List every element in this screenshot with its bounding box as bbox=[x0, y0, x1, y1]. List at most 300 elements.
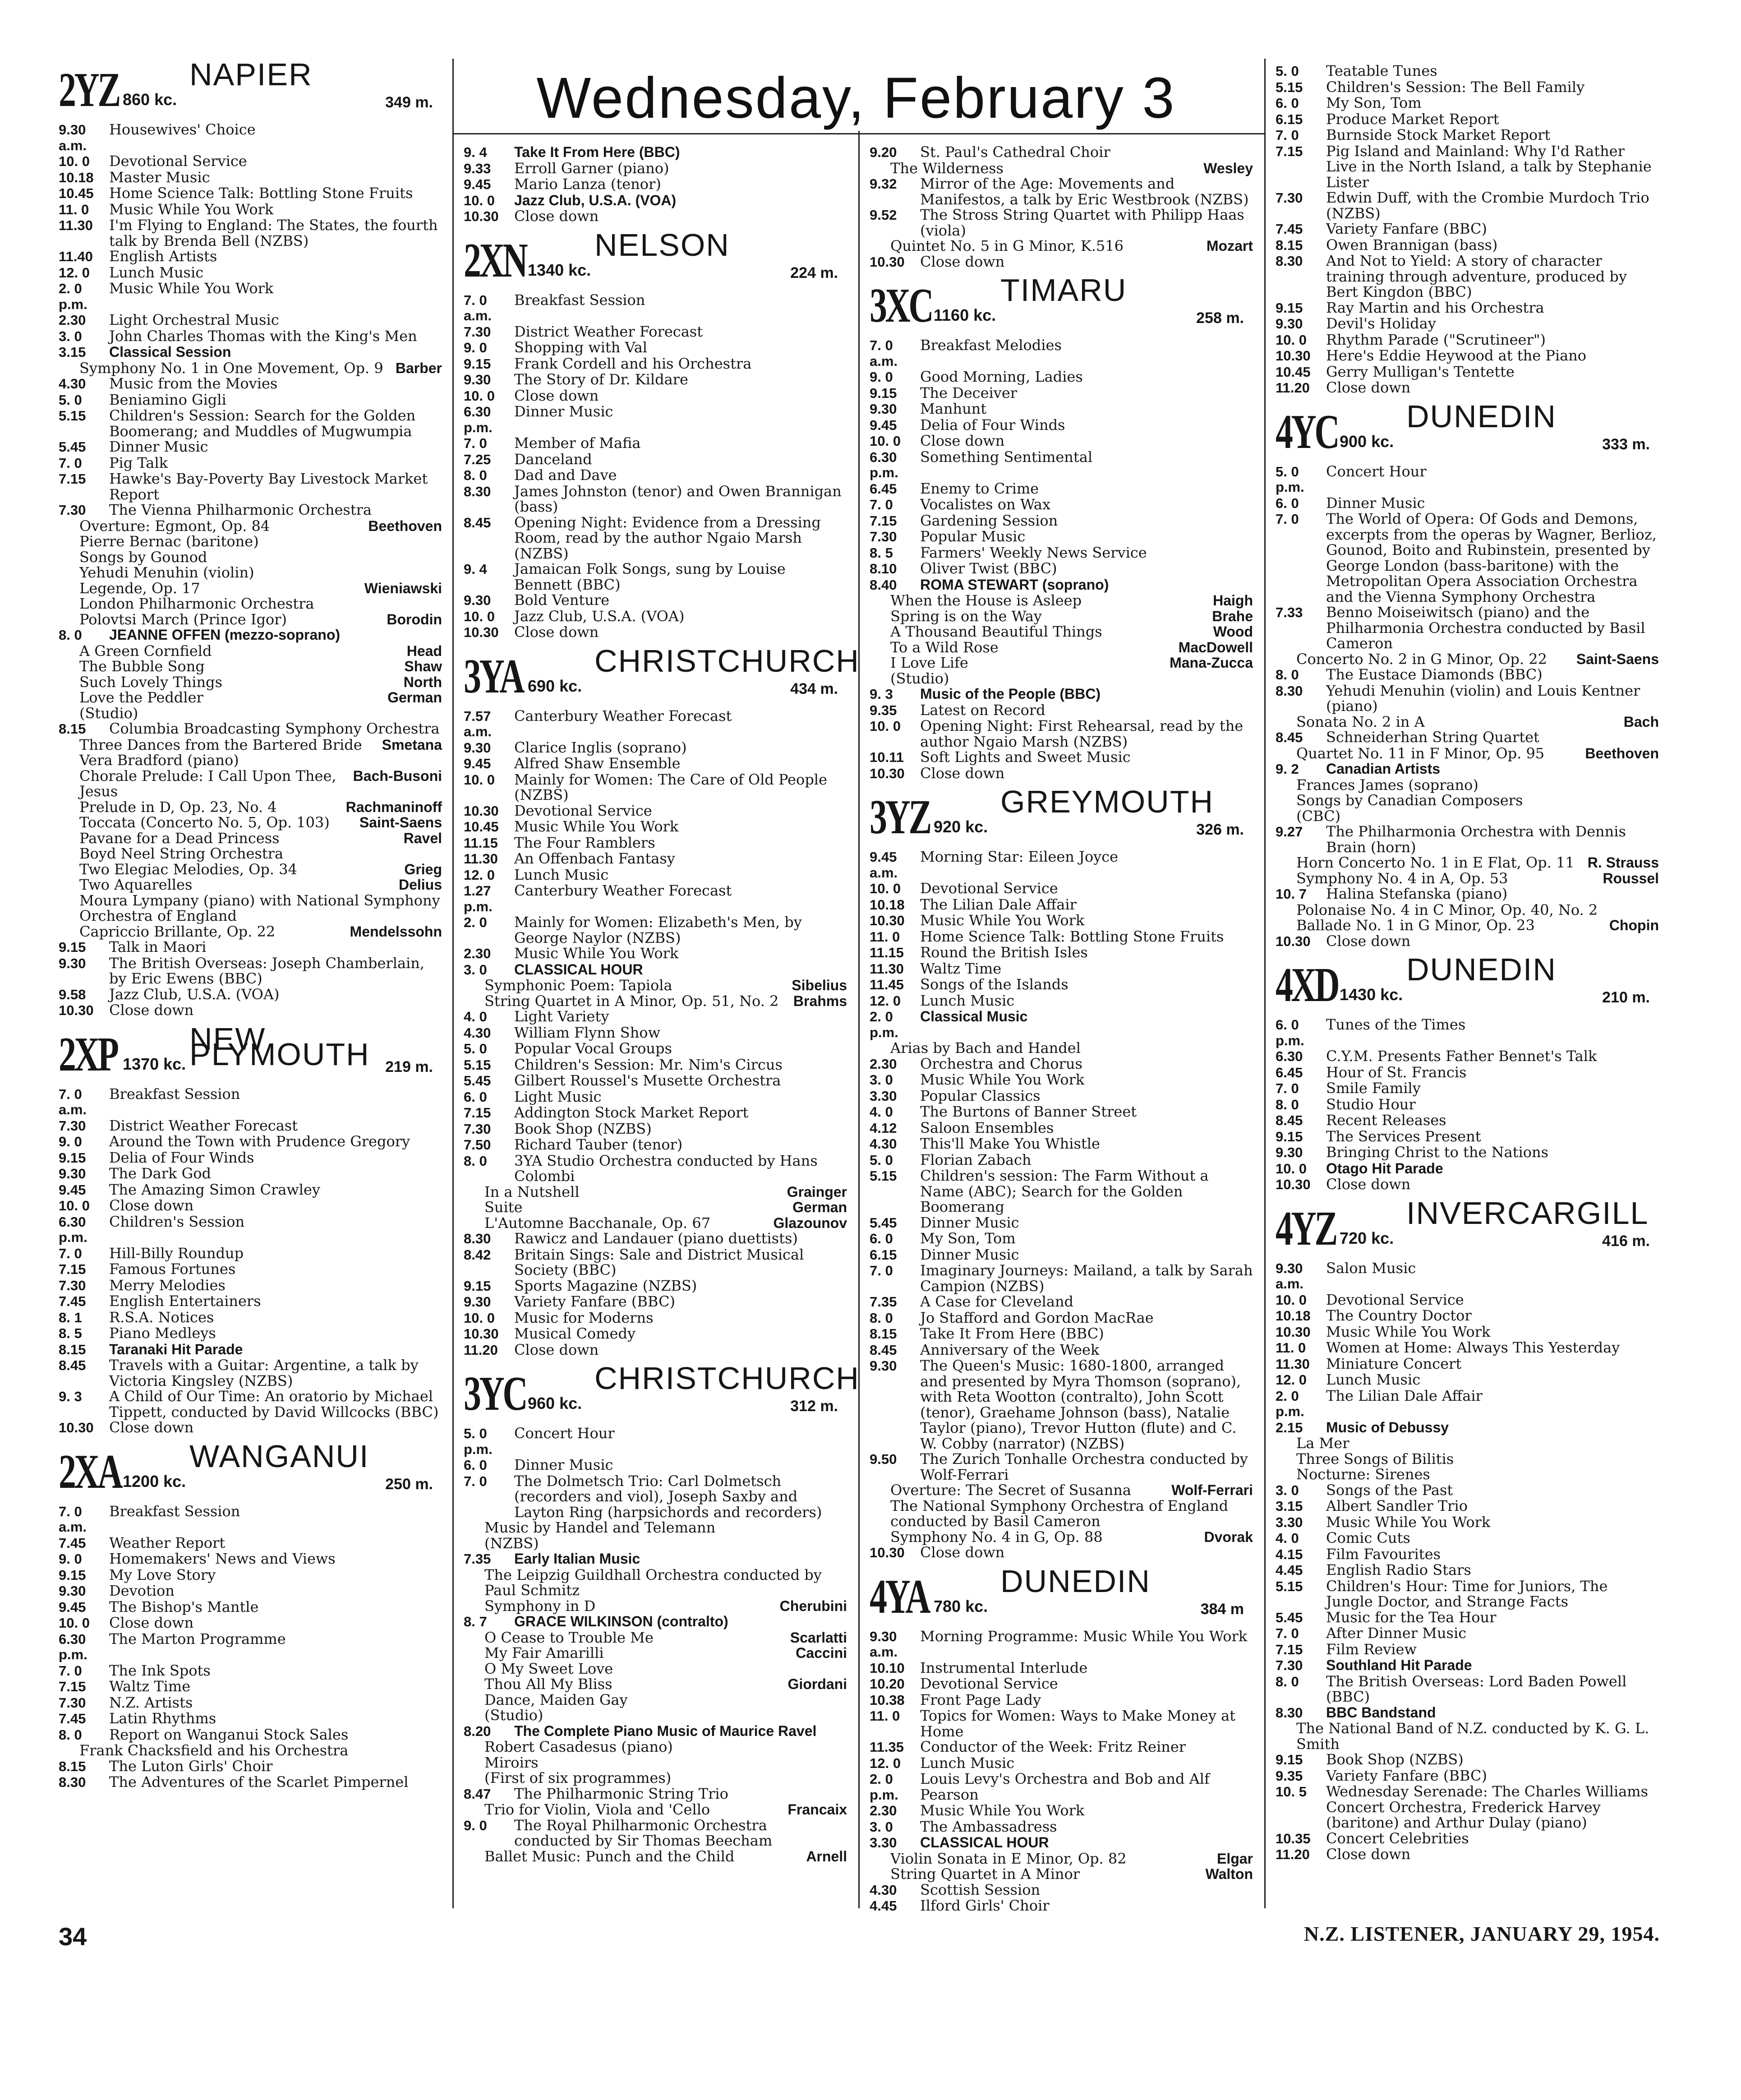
programme-item bbox=[59, 408, 442, 439]
programme-time: 3. 0 bbox=[59, 328, 82, 344]
programme-item bbox=[1276, 1578, 1659, 1610]
programme-title: Popular Music bbox=[920, 528, 1026, 545]
work-title: Moura Lympany (piano) with National Symphony Orchestra of England bbox=[79, 891, 440, 924]
programme-time: 7. 0 a.m. bbox=[464, 292, 492, 323]
programme-time: 7.45 bbox=[59, 1535, 86, 1551]
programme-title: Music While You Work bbox=[920, 1071, 1085, 1088]
programme-title: Sports Magazine (NZBS) bbox=[514, 1277, 697, 1294]
programme-title: Dinner Music bbox=[109, 438, 208, 455]
programme-time: 6. 0 bbox=[464, 1457, 487, 1473]
programme-item bbox=[1276, 1657, 1659, 1674]
programme-time: 10.30 bbox=[870, 913, 905, 928]
programme-time: 6.30 p.m. bbox=[59, 1631, 88, 1662]
programme-time: 5. 0 bbox=[59, 392, 82, 408]
programme-time: 5. 0 bbox=[870, 1152, 893, 1168]
programme-detail bbox=[1276, 871, 1659, 886]
programme-title: Close down bbox=[514, 1341, 599, 1358]
programme-time: 7. 0 bbox=[1276, 1080, 1299, 1096]
programme-item bbox=[870, 1898, 1253, 1914]
composer: Grainger bbox=[787, 1183, 847, 1200]
programme-item bbox=[464, 1326, 847, 1342]
programme-item bbox=[870, 1358, 1253, 1451]
programme-title: Devotion bbox=[109, 1582, 175, 1599]
programme-title: Frank Cordell and his Orchestra bbox=[514, 355, 752, 372]
programme-item bbox=[1276, 111, 1659, 128]
programme-item bbox=[59, 1631, 442, 1663]
programme-time: 7.30 bbox=[464, 323, 491, 340]
programme-time: 10. 5 bbox=[1276, 1784, 1307, 1800]
programme-time: 6. 0 bbox=[870, 1231, 893, 1246]
station-city: TIMARU bbox=[1000, 272, 1127, 308]
programme-item bbox=[59, 170, 442, 186]
programme-time: 8.30 bbox=[1276, 683, 1303, 699]
programme-item bbox=[464, 883, 847, 914]
programme-item bbox=[464, 867, 847, 883]
programme-item bbox=[59, 1342, 442, 1358]
programme-item bbox=[870, 1676, 1253, 1692]
programme-time: 4.30 bbox=[59, 376, 86, 392]
programme-title: Close down bbox=[1326, 379, 1411, 396]
programme-detail bbox=[1276, 808, 1659, 824]
programme-title: The Bishop's Mantle bbox=[109, 1598, 259, 1615]
programme-title: Round the British Isles bbox=[920, 944, 1088, 961]
programme-time: 7. 0 a.m. bbox=[59, 1503, 87, 1535]
programme-time: 11.15 bbox=[464, 835, 498, 851]
programme-item bbox=[1276, 380, 1659, 396]
programme-item bbox=[870, 1152, 1253, 1168]
programme-time: 9.45 a.m. bbox=[870, 849, 898, 881]
programme-item bbox=[59, 1278, 442, 1294]
station-frequency: 720 kc. bbox=[1340, 1228, 1394, 1247]
programme-time: 10. 0 bbox=[464, 388, 495, 404]
composer: Saint-Saens bbox=[359, 814, 442, 831]
programme-time: 10. 0 bbox=[870, 433, 901, 449]
programme-detail bbox=[59, 360, 442, 376]
programme-time: 11.20 bbox=[1276, 1846, 1310, 1862]
work-title: Concerto No. 2 in G Minor, Op. 22 bbox=[1296, 650, 1547, 668]
programme-item bbox=[870, 545, 1253, 561]
station-block bbox=[870, 784, 1253, 1561]
programme-time: 9. 0 bbox=[464, 1817, 487, 1833]
programme-item bbox=[464, 1786, 847, 1802]
programme-title: Benno Moiseiwitsch (piano) and the Philharmonia Orchestra conducted by Basil Cameron bbox=[1326, 604, 1645, 652]
programme-item bbox=[59, 1325, 442, 1342]
composer: Scarlatti bbox=[790, 1629, 847, 1646]
programme-item bbox=[464, 740, 847, 756]
composer: Chopin bbox=[1609, 917, 1659, 933]
programme-time: 8.15 bbox=[59, 721, 86, 737]
composer: Brahe bbox=[1212, 608, 1253, 624]
programme-time: 10.35 bbox=[1276, 1830, 1311, 1846]
programme-time: 5.45 bbox=[870, 1214, 897, 1231]
programme-time: 12. 0 bbox=[1276, 1372, 1307, 1388]
programme-time: 8. 0 bbox=[464, 467, 487, 483]
station-city: WANGANUI bbox=[189, 1438, 369, 1474]
programme-item bbox=[1276, 464, 1659, 495]
programme-title: Breakfast Melodies bbox=[920, 337, 1062, 354]
programme-title: Manhunt bbox=[920, 400, 987, 417]
programme-item bbox=[464, 356, 847, 372]
programme-title: Teatable Tunes bbox=[1326, 62, 1437, 79]
programme-title: Anniversary of the Week bbox=[920, 1341, 1100, 1358]
work-title: My Fair Amarilli bbox=[484, 1644, 604, 1662]
work-title: Violin Sonata in E Minor, Op. 82 bbox=[890, 1850, 1127, 1867]
column-divider-3 bbox=[1264, 59, 1266, 1908]
work-title: O Cease to Trouble Me bbox=[484, 1629, 654, 1646]
programme-time: 11.20 bbox=[1276, 380, 1310, 396]
work-title: Ballet Music: Punch and the Child bbox=[484, 1847, 735, 1865]
programme-title: And Not to Yield: A story of character training through adventure, produced by Bert Kingdon (BBC) bbox=[1326, 252, 1627, 300]
programme-title: Breakfast Session bbox=[109, 1085, 240, 1103]
programme-time: 9. 3 bbox=[870, 686, 893, 702]
programme-title: Latest on Record bbox=[920, 701, 1046, 719]
programme-detail bbox=[464, 1215, 847, 1231]
programme-time: 10.45 bbox=[1276, 364, 1311, 380]
programme-time: 10.30 bbox=[1276, 348, 1311, 364]
programme-title: Miniature Concert bbox=[1326, 1355, 1462, 1372]
programme-title: Gardening Session bbox=[920, 512, 1058, 529]
programme-item bbox=[59, 1679, 442, 1695]
composer: Head bbox=[406, 642, 442, 659]
programme-time: 8.45 bbox=[59, 1357, 86, 1373]
programme-item bbox=[870, 385, 1253, 402]
work-title: Dance, Maiden Gay bbox=[484, 1691, 628, 1708]
programme-title: Dinner Music bbox=[1326, 494, 1425, 512]
programme-time: 9.30 bbox=[870, 401, 897, 417]
programme-item bbox=[464, 208, 847, 225]
programme-title: Classical Music bbox=[920, 1008, 1028, 1025]
programme-time: 11.30 bbox=[464, 851, 498, 867]
programme-item bbox=[1276, 1642, 1659, 1658]
work-title: Ballade No. 1 in G Minor, Op. 23 bbox=[1296, 917, 1535, 934]
programme-item bbox=[1276, 1145, 1659, 1161]
programme-time: 4. 0 bbox=[1276, 1530, 1299, 1546]
programme-item bbox=[59, 1182, 442, 1198]
programme-title: Danceland bbox=[514, 450, 592, 468]
programme-detail bbox=[464, 1661, 847, 1677]
programme-time: 7.15 bbox=[59, 471, 86, 487]
programme-item bbox=[59, 1002, 442, 1019]
work-title: Two Aquarelles bbox=[79, 876, 193, 893]
programme-time: 9.30 bbox=[1276, 316, 1303, 332]
composer: Mana-Zucca bbox=[1170, 655, 1253, 671]
programme-title: Jamaican Folk Songs, sung by Louise Bennett (BBC) bbox=[514, 560, 786, 593]
programme-time: 7. 0 bbox=[1276, 127, 1299, 143]
programme-title: Devil's Holiday bbox=[1326, 315, 1436, 332]
programme-title: The Vienna Philharmonic Orchestra bbox=[109, 501, 372, 518]
programme-title: Women at Home: Always This Yesterday bbox=[1326, 1339, 1620, 1356]
programme-item bbox=[870, 1088, 1253, 1104]
programme-time: 7. 0 bbox=[1276, 1625, 1299, 1641]
programme-time: 10. 0 bbox=[464, 771, 495, 788]
programme-time: 3.15 bbox=[1276, 1498, 1303, 1514]
programme-item bbox=[1276, 933, 1659, 950]
station-city: DUNEDIN bbox=[1406, 398, 1557, 434]
station-city: INVERCARGILL bbox=[1406, 1195, 1649, 1231]
programme-title: Mainly for Women: Elizabeth's Men, by George Naylor (NZBS) bbox=[514, 914, 802, 946]
programme-detail bbox=[464, 1755, 847, 1771]
programme-item bbox=[870, 1263, 1253, 1294]
programme-item bbox=[464, 1231, 847, 1247]
work-title: Symphony No. 1 in One Movement, Op. 9 bbox=[79, 359, 383, 377]
programme-item bbox=[59, 312, 442, 328]
column-divider-1 bbox=[452, 59, 454, 1908]
programme-detail bbox=[870, 1040, 1253, 1056]
programme-time: 12. 0 bbox=[870, 1755, 901, 1771]
programme-title: Pig Island and Mainland: Why I'd Rather Live in the North Island, a talk by Stephanie Lister bbox=[1326, 142, 1652, 191]
programme-item bbox=[870, 881, 1253, 897]
programme-title: The Burtons of Banner Street bbox=[920, 1103, 1137, 1120]
programme-detail bbox=[464, 1536, 847, 1551]
station-city: GREYMOUTH bbox=[1000, 784, 1214, 819]
programme-title: The Complete Piano Music of Maurice Ravel bbox=[514, 1722, 817, 1739]
work-title: When the House is Asleep bbox=[890, 592, 1082, 609]
programme-time: 7. 0 a.m. bbox=[59, 1086, 87, 1117]
programme-time: 11. 0 bbox=[870, 928, 900, 945]
programme-time: 9.35 bbox=[870, 702, 897, 718]
programme-detail bbox=[870, 1498, 1253, 1529]
programme-time: 8.45 bbox=[1276, 1112, 1303, 1128]
programme-item bbox=[870, 1755, 1253, 1772]
programme-time: 11. 0 bbox=[1276, 1340, 1306, 1356]
programme-item bbox=[1276, 1372, 1659, 1388]
programme-item bbox=[870, 1136, 1253, 1152]
programme-time: 9.52 bbox=[870, 207, 897, 223]
programme-item bbox=[870, 1009, 1253, 1040]
programme-detail bbox=[464, 1645, 847, 1661]
station-block bbox=[464, 643, 860, 1358]
programme-time: 10. 7 bbox=[1276, 886, 1307, 902]
programme-time: 4.30 bbox=[870, 1136, 897, 1152]
programme-detail bbox=[59, 581, 442, 596]
work-title: Songs by Gounod bbox=[79, 548, 207, 566]
programme-title: A Case for Cleveland bbox=[920, 1293, 1074, 1310]
programme-title: The Dolmetsch Trio: Carl Dolmetsch (recorders and viol), Joseph Saxby and Layton Ring (harpsichords and recorders) bbox=[514, 1472, 822, 1521]
programme-time: 8. 0 bbox=[464, 1153, 487, 1169]
programme-title: Children's Session: Search for the Golden Boomerang; and Muddles of Mugwumpia bbox=[109, 407, 416, 440]
programme-title: Breakfast Session bbox=[514, 291, 645, 309]
programme-title: Mario Lanza (tenor) bbox=[514, 175, 661, 193]
programme-detail bbox=[59, 768, 442, 799]
programme-time: 7. 0 bbox=[464, 1473, 487, 1489]
page-number: 34 bbox=[59, 1922, 87, 1951]
work-title: I Love Life bbox=[890, 654, 968, 671]
programme-title: English Artists bbox=[109, 248, 217, 265]
programme-item bbox=[870, 1294, 1253, 1310]
programme-time: 11.15 bbox=[870, 945, 904, 960]
programme-time: 7.15 bbox=[59, 1679, 86, 1694]
programme-time: 2. 0 p.m. bbox=[59, 281, 88, 312]
programme-item bbox=[870, 207, 1253, 238]
programme-item bbox=[870, 1056, 1253, 1072]
programme-title: Children's Session: Mr. Nim's Circus bbox=[514, 1056, 783, 1073]
programme-item bbox=[59, 1293, 442, 1310]
programme-item bbox=[1276, 1674, 1659, 1705]
station-wavelength: 312 m. bbox=[790, 1398, 838, 1415]
programme-item bbox=[1276, 1097, 1659, 1113]
programme-title: William Flynn Show bbox=[514, 1024, 660, 1041]
programme-detail bbox=[59, 706, 442, 721]
programme-item bbox=[870, 1708, 1253, 1739]
programme-item bbox=[870, 718, 1253, 749]
programme-title: Canterbury Weather Forecast bbox=[514, 707, 732, 725]
composer: Ravel bbox=[403, 830, 442, 846]
programme-item bbox=[464, 835, 847, 851]
programme-time: 8.15 bbox=[59, 1758, 86, 1774]
station-city: DUNEDIN bbox=[1406, 952, 1557, 987]
programme-item bbox=[870, 513, 1253, 529]
programme-title: Louis Levy's Orchestra and Bob and Alf Pearson bbox=[920, 1770, 1210, 1803]
programme-title: Rhythm Parade ("Scrutineer") bbox=[1326, 331, 1546, 348]
station-wavelength: 333 m. bbox=[1602, 435, 1650, 453]
programme-detail bbox=[59, 799, 442, 815]
programme-time: 8. 0 bbox=[59, 627, 82, 643]
programme-detail bbox=[59, 549, 442, 565]
programme-detail bbox=[464, 1567, 847, 1598]
programme-title: Jazz Club, U.S.A. (VOA) bbox=[514, 192, 677, 208]
programme-time: 6.15 bbox=[1276, 111, 1303, 127]
work-title: Love the Peddler bbox=[79, 689, 203, 706]
programme-time: 10. 0 bbox=[870, 718, 901, 734]
programme-title: Scottish Session bbox=[920, 1881, 1041, 1898]
programme-detail bbox=[464, 1849, 847, 1865]
work-title: Symphony No. 4 in G, Op. 88 bbox=[890, 1528, 1103, 1546]
work-title: Pierre Bernac (baritone) bbox=[79, 533, 259, 550]
work-title: (Studio) bbox=[484, 1707, 543, 1724]
programme-time: 5. 0 p.m. bbox=[1276, 463, 1304, 495]
station-block bbox=[1276, 952, 1659, 1193]
programme-item bbox=[870, 1771, 1253, 1803]
programme-detail bbox=[59, 752, 442, 768]
programme-time: 7.35 bbox=[464, 1551, 491, 1567]
programme-title: The Stross String Quartet with Philipp Haas (viola) bbox=[920, 206, 1244, 239]
programme-item bbox=[1276, 1260, 1659, 1292]
programme-title: Columbia Broadcasting Symphony Orchestra bbox=[109, 720, 440, 737]
composer: Borodin bbox=[387, 611, 442, 628]
programme-item bbox=[59, 1758, 442, 1775]
programme-time: 10.38 bbox=[870, 1692, 905, 1708]
programme-item bbox=[870, 529, 1253, 545]
programme-time: 9.45 bbox=[870, 417, 897, 433]
work-title: Music by Handel and Telemann bbox=[484, 1519, 716, 1536]
programme-item bbox=[464, 946, 847, 962]
programme-item bbox=[464, 324, 847, 340]
station-wavelength: 210 m. bbox=[1602, 989, 1650, 1006]
programme-item bbox=[464, 624, 847, 641]
programme-time: 7.30 bbox=[1276, 1657, 1303, 1673]
programme-title: Devotional Service bbox=[920, 880, 1058, 897]
programme-title: Close down bbox=[109, 1002, 194, 1019]
programme-title: Hour of St. Francis bbox=[1326, 1063, 1467, 1081]
programme-item bbox=[464, 772, 847, 803]
programme-item bbox=[1276, 761, 1659, 777]
programme-time: 7.15 bbox=[464, 1105, 491, 1121]
work-title: Symphony No. 4 in A, Op. 53 bbox=[1296, 869, 1508, 887]
programme-time: 10.30 bbox=[464, 1326, 499, 1342]
programme-time: 8. 0 bbox=[1276, 667, 1299, 683]
programme-item bbox=[870, 401, 1253, 417]
programme-title: Talk in Maori bbox=[109, 938, 207, 955]
composer: Francaix bbox=[788, 1801, 847, 1818]
programme-time: 3. 0 bbox=[464, 961, 487, 978]
programme-time: 6.30 p.m. bbox=[870, 449, 898, 480]
programme-time: 9. 0 bbox=[464, 340, 487, 355]
programme-detail bbox=[870, 1851, 1253, 1867]
work-title: String Quartet in A Minor, Op. 51, No. 2 bbox=[484, 992, 779, 1010]
programme-item bbox=[870, 433, 1253, 449]
programme-detail bbox=[59, 534, 442, 549]
programme-title: Famous Fortunes bbox=[109, 1260, 236, 1278]
programme-item bbox=[59, 439, 442, 455]
programme-time: 7. 0 bbox=[1276, 511, 1299, 527]
programme-time: 5.45 bbox=[1276, 1609, 1303, 1625]
programme-item bbox=[1276, 1768, 1659, 1784]
programme-time: 7.30 bbox=[870, 529, 897, 545]
programme-time: 9. 3 bbox=[59, 1389, 82, 1404]
page-title: Wednesday, February 3 bbox=[536, 66, 1176, 130]
programme-title: Devotional Service bbox=[514, 802, 652, 819]
programme-item bbox=[464, 1073, 847, 1089]
programme-title: Albert Sandler Trio bbox=[1326, 1497, 1468, 1514]
programme-title: Saloon Ensembles bbox=[920, 1119, 1054, 1136]
programme-time: 8. 0 bbox=[1276, 1096, 1299, 1112]
programme-title: Children's Session bbox=[109, 1213, 245, 1230]
station-wavelength: 434 m. bbox=[790, 680, 838, 697]
programme-title: Close down bbox=[514, 387, 599, 404]
programme-title: Early Italian Music bbox=[514, 1551, 640, 1567]
programme-time: 2. 0 bbox=[464, 914, 487, 930]
programme-title: Rawicz and Landauer (piano duettists) bbox=[514, 1230, 798, 1247]
programme-time: 10. 0 bbox=[59, 1198, 90, 1214]
programme-title: The Four Ramblers bbox=[514, 834, 655, 851]
programme-title: Alfred Shaw Ensemble bbox=[514, 755, 681, 772]
programme-item bbox=[59, 955, 442, 987]
programme-title: Devotional Service bbox=[920, 1675, 1058, 1692]
programme-title: Lunch Music bbox=[920, 1754, 1015, 1772]
programme-title: District Weather Forecast bbox=[109, 1117, 298, 1134]
programme-item bbox=[1276, 253, 1659, 300]
programme-item bbox=[464, 1278, 847, 1294]
programme-item bbox=[59, 122, 442, 153]
programme-title: Merry Melodies bbox=[109, 1276, 226, 1294]
programme-item bbox=[1276, 1846, 1659, 1863]
programme-title: Weather Report bbox=[109, 1534, 226, 1551]
programme-title: CLASSICAL HOUR bbox=[920, 1834, 1049, 1851]
programme-item bbox=[1276, 683, 1659, 714]
programme-time: 7.30 bbox=[59, 502, 86, 518]
programme-title: Waltz Time bbox=[109, 1678, 191, 1695]
work-title: Quartet No. 11 in F Minor, Op. 95 bbox=[1296, 744, 1545, 762]
programme-time: 10.30 bbox=[1276, 1324, 1311, 1340]
programme-time: 9. 0 bbox=[870, 369, 893, 385]
programme-detail bbox=[870, 161, 1253, 176]
programme-title: Lunch Music bbox=[109, 263, 204, 281]
programme-detail bbox=[870, 655, 1253, 671]
programme-time: 8. 1 bbox=[59, 1309, 82, 1325]
programme-title: The Story of Dr. Kildare bbox=[514, 371, 688, 388]
programme-title: Wednesday Serenade: The Charles Williams Concert Orchestra, Frederick Harvey (baritone) and Arthur Dulay (piano) bbox=[1326, 1783, 1649, 1831]
composer: Giordani bbox=[788, 1676, 847, 1692]
programme-time: 11.30 bbox=[870, 960, 904, 977]
work-title: O My Sweet Love bbox=[484, 1660, 613, 1677]
programme-title: Comic Cuts bbox=[1326, 1529, 1410, 1546]
programme-item bbox=[59, 1663, 442, 1679]
programme-title: Master Music bbox=[109, 168, 210, 186]
programme-item bbox=[59, 627, 442, 643]
programme-title: Florian Zabach bbox=[920, 1151, 1032, 1168]
column-3 bbox=[870, 144, 1253, 1914]
programme-time: 2.30 bbox=[870, 1056, 897, 1072]
